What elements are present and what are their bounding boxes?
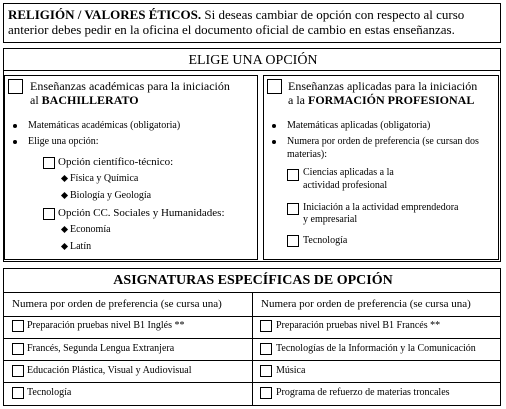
academic-track-title-line2 [30,94,139,106]
specific-right-1-box[interactable] [260,320,272,332]
scientific-subject-2: Biología y Geología [70,190,152,201]
academic-track-bold: BACHILLERATO [41,93,139,107]
social-option-label: Opción CC. Sociales y Humanidades: [58,207,225,219]
applied-choice-3-label: Tecnología [303,235,348,246]
academic-track-prefix: al [30,93,39,107]
applied-choice-2-line1: Iniciación a la actividad emprendedora [303,202,459,213]
social-subject-2: Latín [70,241,92,252]
scientific-option-label: Opción científico-técnico: [58,156,174,168]
table-column-divider [252,292,253,406]
specific-left-header: Numera por orden de preferencia (se cursa una) [12,298,222,310]
specific-right-4-label: Programa de refuerzo de materias troncales [276,387,450,398]
applied-bullet-number-line2: materias): [287,149,327,160]
specific-right-3-label: Música [276,365,306,376]
specific-left-3-box[interactable] [12,365,24,377]
academic-track-checkbox[interactable] [8,79,23,94]
specific-left-2-label: Francés, Segunda Lengua Extranjera [27,343,175,354]
academic-bullet-choose: Elige una opción: [28,136,99,147]
specific-left-1-label: Preparación pruebas nivel B1 Inglés ** [27,320,185,331]
specific-left-1-box[interactable] [12,320,24,332]
scientific-subject-1: Física y Química [70,173,139,184]
bullet-dot [272,140,276,144]
applied-track-bold: FORMACIÓN PROFESIONAL [308,93,475,107]
applied-choice-1-box[interactable] [287,169,299,181]
specific-right-header: Numera por orden de preferencia (se cursa una) [261,298,471,310]
applied-choice-2-box[interactable] [287,203,299,215]
applied-track-prefix: a la [288,93,305,107]
applied-choice-3-box[interactable] [287,235,299,247]
specific-right-2-box[interactable] [260,343,272,355]
applied-choice-2-line2: y empresarial [303,214,358,225]
bullet-dot [272,124,276,128]
social-subject-1: Economía [70,224,111,235]
applied-track-title-line2 [288,94,474,106]
bullet-dot [13,124,17,128]
specific-left-2-box[interactable] [12,343,24,355]
applied-track-checkbox[interactable] [267,79,282,94]
specific-right-1-label: Preparación pruebas nivel B1 Francés ** [276,320,441,331]
specific-left-3-label: Educación Plástica, Visual y Audiovisual [27,365,192,376]
social-option-checkbox[interactable] [43,208,55,220]
scientific-option-checkbox[interactable] [43,157,55,169]
applied-bullet-math: Matemáticas aplicadas (obligatoria) [287,120,431,131]
choose-option-title: ELIGE UNA OPCIÓN [188,53,318,68]
religion-notice-text: Si deseas cambiar de opción con respecto al curso [204,7,465,22]
specific-subjects-title: ASIGNATURAS ESPECÍFICAS DE OPCIÓN [113,273,393,288]
academic-bullet-math: Matemáticas académicas (obligatoria) [28,120,181,131]
religion-notice-heading: RELIGIÓN / VALORES ÉTICOS. [8,7,202,22]
specific-right-3-box[interactable] [260,365,272,377]
religion-notice-line1 [8,8,464,21]
choose-option-divider [3,70,501,71]
academic-track-title-line1: Enseñanzas académicas para la iniciación [30,79,230,93]
specific-right-4-box[interactable] [260,387,272,399]
applied-track-title-line1: Enseñanzas aplicadas para la iniciación [288,79,478,93]
specific-left-4-box[interactable] [12,387,24,399]
applied-bullet-number-line1: Numera por orden de preferencia (se cursan dos [287,136,479,147]
bullet-dot [13,140,17,144]
applied-choice-1-line1: Ciencias aplicadas a la [303,167,394,178]
specific-left-4-label: Tecnología [27,387,72,398]
religion-notice-line2: anterior debes pedir en la oficina el documento oficial de cambio en estas enseñanzas. [8,22,455,37]
specific-right-2-label: Tecnologías de la Información y la Comunicación [276,343,476,354]
applied-choice-1-line2: actividad profesional [303,180,388,191]
